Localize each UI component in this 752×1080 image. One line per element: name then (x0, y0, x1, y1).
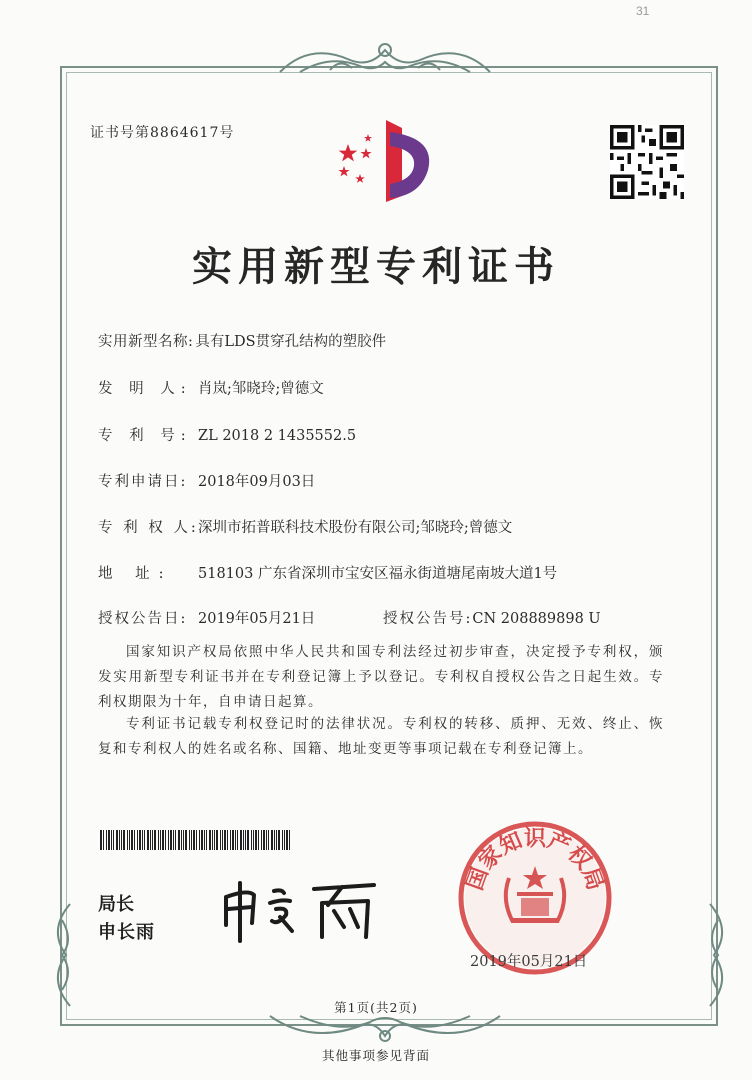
field-value: 518103 广东省深圳市宝安区福永街道塘尾南坡大道1号 (198, 566, 558, 582)
patent-office-logo-icon (328, 118, 438, 208)
seal-text: 国家知识产权局 (462, 826, 608, 894)
field-value: ZL 2018 2 1435552.5 (198, 428, 357, 444)
field-label: 专 利 权 人: (98, 520, 199, 536)
field-label: 授权公告号: (383, 611, 473, 627)
certificate-title: 实用新型专利证书 (192, 243, 560, 290)
field-grant-date (98, 607, 315, 628)
chief-title: 局长 (98, 894, 134, 915)
barcode-icon (100, 830, 292, 850)
field-value: CN 208889898 U (472, 611, 601, 627)
field-utility-model-name (98, 330, 386, 351)
footer-note: 其他事项参见背面 (321, 1048, 430, 1063)
paragraph-grant-statement: 国家知识产权局依照中华人民共和国专利法经过初步审查，决定授予专利权，颁发实用新型专利证书并在专利登记簿上予以登记。专利权自授权公告之日起生效。专利权期限为十年，自申请日起算。 (98, 644, 664, 710)
seal-date: 2019年05月21日 (470, 954, 588, 970)
field-label: 专利申请日: (98, 474, 188, 490)
certificate-number: 证书号第8864617号 (90, 125, 235, 141)
chief-name: 申长雨 (98, 922, 155, 943)
signature-icon (218, 875, 388, 945)
corner-note: 31 (636, 4, 650, 18)
field-label: 实用新型名称: (98, 334, 194, 350)
field-filing-date (98, 470, 315, 491)
field-value: 2019年05月21日 (198, 611, 316, 627)
field-patentee (98, 516, 512, 537)
field-label: 授权公告日: (98, 611, 188, 627)
field-address (98, 562, 557, 583)
field-patent-number (98, 424, 356, 445)
field-label: 专 利 号: (98, 428, 192, 444)
qr-code-icon (610, 125, 684, 199)
certificate-frame-inner (66, 72, 712, 1020)
field-label: 发 明 人: (98, 381, 192, 397)
field-value: 肖岚;邹晓玲;曾德文 (198, 381, 324, 397)
paragraph-legal-status: 专利证书记载专利权登记时的法律状况。专利权的转移、质押、无效、终止、恢复和专利权人的姓名或名称、国籍、地址变更等事项记载在专利登记簿上。 (98, 716, 664, 757)
left-ornament (44, 900, 80, 1010)
field-value: 具有LDS贯穿孔结构的塑胶件 (195, 334, 387, 350)
field-label: 地 址: (98, 566, 173, 582)
field-value: 2018年09月03日 (198, 474, 316, 490)
field-value: 深圳市拓普联科技术股份有限公司;邹晓玲;曾德文 (198, 520, 513, 536)
page-number: 第1页(共2页) (334, 1000, 418, 1015)
field-grant-number (383, 607, 601, 628)
top-ornament (270, 40, 500, 80)
right-ornament (700, 900, 736, 1010)
field-inventors (98, 377, 324, 398)
